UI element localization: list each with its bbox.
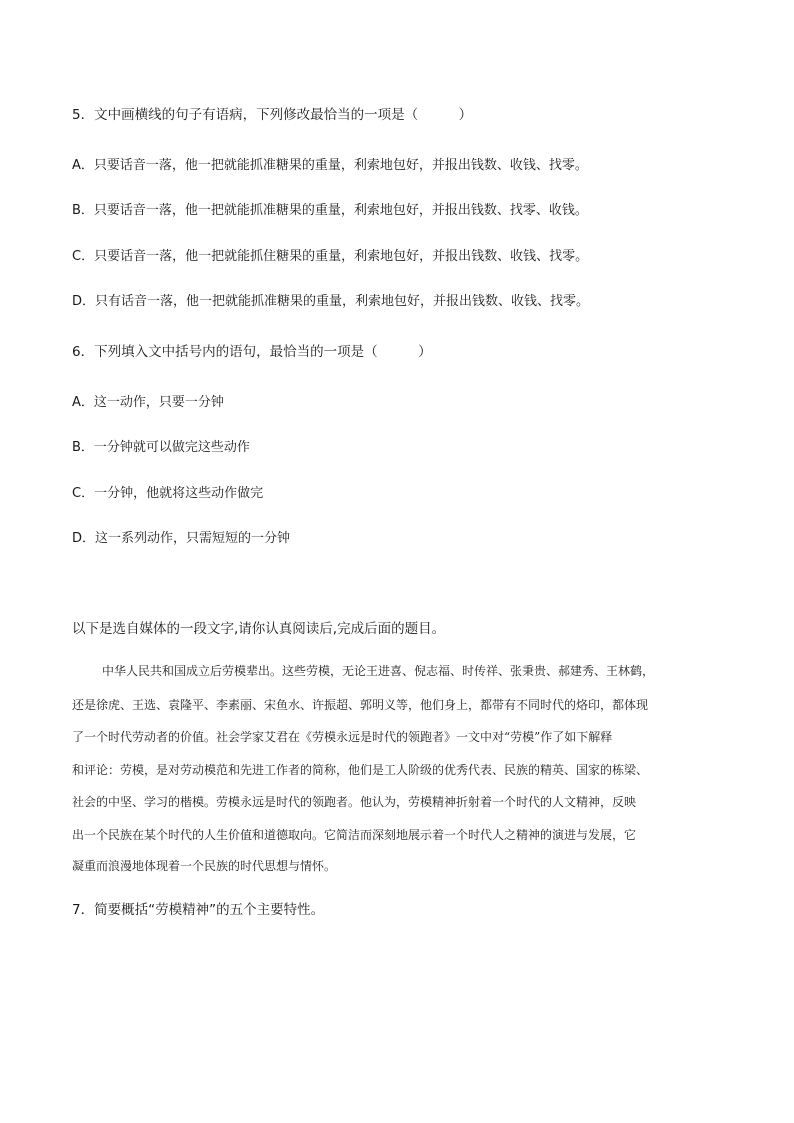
passage-line: 出一个民族在某个时代的人生价值和道德取向。它简洁而深刻地展示着一个时代人之精神的演进与发展，它 xyxy=(72,828,637,842)
question-6-option-c: C．一分钟，他就将这些动作做完 xyxy=(72,486,264,501)
passage-line: 社会的中坚、学习的楷模。劳模永远是时代的领跑者。他认为，劳模精神折射着一个时代的人文精神，反映 xyxy=(72,795,637,809)
question-6-stem: 6．下列填入文中括号内的语句，最恰当的一项是（ ） xyxy=(72,344,432,360)
reading-intro: 以下是选自媒体的一段文字,请你认真阅读后,完成后面的题目。 xyxy=(72,621,446,637)
question-6-option-b: B．一分钟就可以做完这些动作 xyxy=(72,440,250,455)
question-5-option-c: C．只要话音一落，他一把就能抓住糖果的重量，利索地包好，并报出钱数、收钱、找零。 xyxy=(72,249,589,264)
question-5-option-a: A．只要话音一落，他一把就能抓准糖果的重量，利索地包好，并报出钱数、收钱、找零。 xyxy=(72,158,588,173)
passage-line: 了一个时代劳动者的价值。社会学家艾君在《劳模永远是时代的领跑者》一文中对“劳模”作了如下解释 xyxy=(72,730,613,744)
passage-line: 中华人民共和国成立后劳模辈出。这些劳模，无论王进喜、倪志福、时传祥、张秉贵、郝建秀、王林鹤， xyxy=(102,664,655,678)
question-6-option-d: D．这一系列动作，只需短短的一分钟 xyxy=(72,531,291,546)
question-6-option-a: A．这一动作，只要一分钟 xyxy=(72,395,224,410)
passage-line: 和评论：劳模，是对劳动模范和先进工作者的简称，他们是工人阶级的优秀代表、民族的精英、国家的栋梁、 xyxy=(72,763,649,777)
question-7-stem: 7．简要概括“劳模精神”的五个主要特性。 xyxy=(72,902,325,918)
question-5-stem: 5．文中画横线的句子有语病，下列修改最恰当的一项是（ ） xyxy=(72,107,473,123)
question-5-option-b: B．只要话音一落，他一把就能抓准糖果的重量，利索地包好，并报出钱数、找零、收钱。 xyxy=(72,203,588,218)
question-5-option-d: D．只有话音一落，他一把就能抓准糖果的重量，利索地包好，并报出钱数、收钱、找零。 xyxy=(72,294,590,309)
passage-line: 还是徐虎、王选、袁隆平、李素丽、宋鱼水、许振超、郭明义等，他们身上，都带有不同时代的烙印，都体现 xyxy=(72,698,649,712)
passage-line: 凝重而浪漫地体现着一个民族的时代思想与情怀。 xyxy=(72,859,337,873)
